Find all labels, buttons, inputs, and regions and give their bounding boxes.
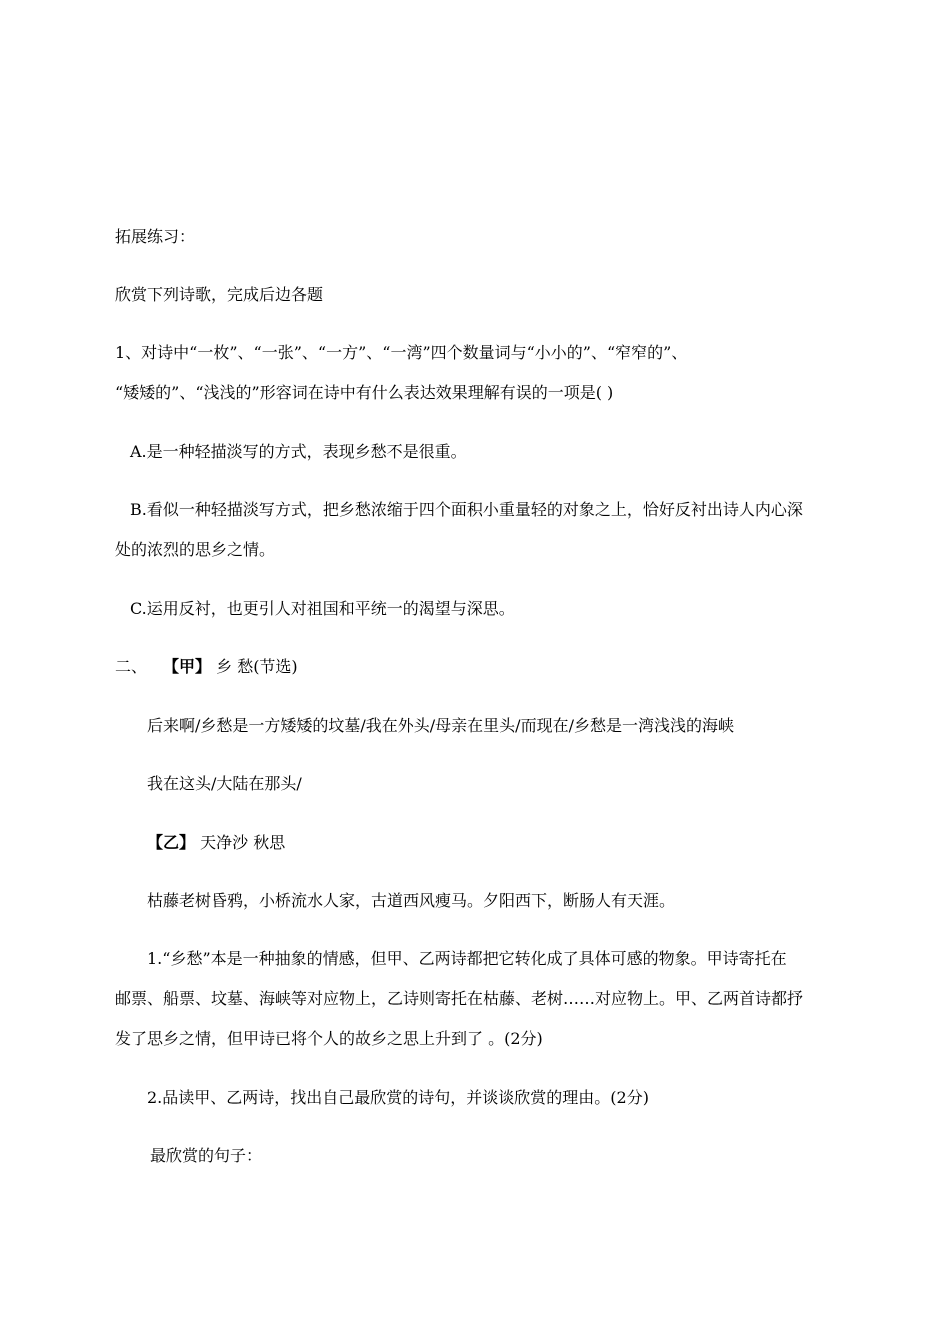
option-b-line-1: B.看似一种轻描淡写方式，把乡愁浓缩于四个面积小重量轻的对象之上，恰好反衬出诗人内心深	[130, 500, 803, 519]
option-b-line-2: 处的浓烈的思乡之情。	[115, 540, 276, 559]
question-1-line-1: 1、对诗中“一枚”、“一张”、“一方”、“一湾”四个数量词与“小小的”、“窄窄的”、	[115, 343, 688, 362]
poem-jia-line-2: 我在这头/大陆在那头/	[147, 774, 302, 793]
sub-question-1-line-3: 发了思乡之情，但甲诗已将个人的故乡之思上升到了 。(2分)	[115, 1029, 543, 1048]
question-1-line-2: “矮矮的”、“浅浅的”形容词在诗中有什么表达效果理解有误的一项是( )	[115, 383, 614, 402]
poem-yi-title-line	[147, 833, 285, 853]
option-c: C.运用反衬，也更引人对祖国和平统一的渴望与深思。	[130, 599, 515, 618]
option-a: A.是一种轻描淡写的方式，表现乡愁不是很重。	[130, 442, 467, 461]
poem-yi-title: 天净沙 秋思	[195, 833, 286, 852]
poem-yi-label: 【乙】	[147, 833, 196, 852]
poem-jia-title: 乡 愁(节选)	[211, 657, 298, 676]
poem-jia-label: 【甲】	[163, 657, 212, 676]
section-2-number: 二、	[115, 657, 148, 676]
section-heading: 拓展练习：	[115, 227, 196, 246]
poem-jia-line-1: 后来啊/乡愁是一方矮矮的坟墓/我在外头/母亲在里头/而现在/乡愁是一湾浅浅的海峡	[147, 716, 734, 735]
sub-question-1-line-1: 1.“乡愁”本是一种抽象的情感，但甲、乙两诗都把它转化成了具体可感的物象。甲诗寄托在	[147, 949, 787, 968]
sub-question-2: 2.品读甲、乙两诗，找出自己最欣赏的诗句，并谈谈欣赏的理由。(2分)	[147, 1088, 649, 1107]
section-2-title	[115, 657, 298, 677]
instruction-text: 欣赏下列诗歌，完成后边各题	[115, 285, 324, 304]
answer-label: 最欣赏的句子：	[150, 1146, 263, 1165]
poem-yi-text: 枯藤老树昏鸦，小桥流水人家，古道西风瘦马。夕阳西下，断肠人有天涯。	[147, 891, 676, 910]
sub-question-1-line-2: 邮票、船票、坟墓、海峡等对应物上，乙诗则寄托在枯藤、老树……对应物上。甲、乙两首诗都抒	[115, 989, 804, 1008]
